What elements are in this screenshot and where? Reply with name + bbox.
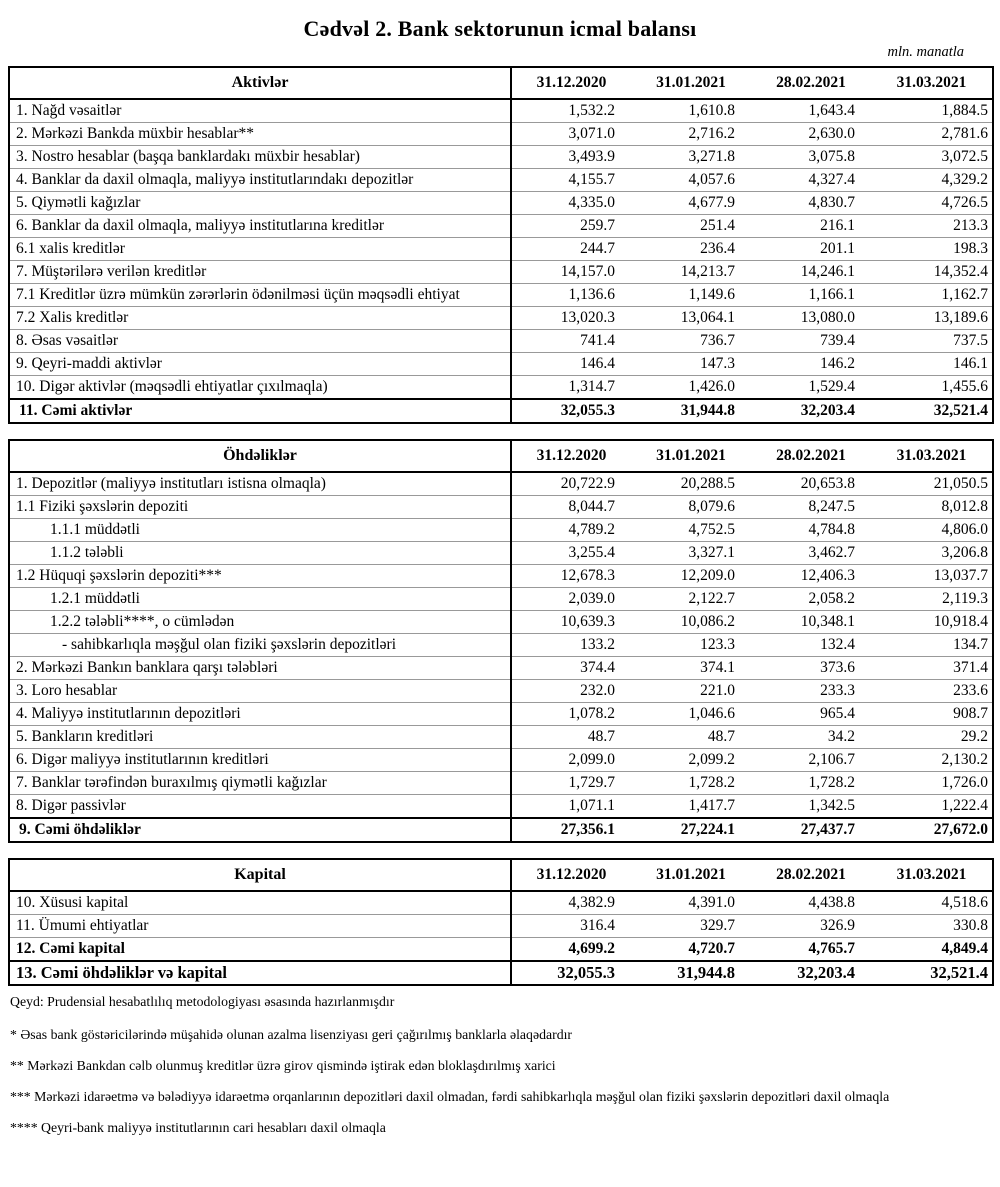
value-cell: 4,830.7 <box>751 192 871 215</box>
date-column-header: 31.12.2020 <box>511 67 631 99</box>
section-header-row <box>9 67 993 99</box>
table-row <box>9 519 993 542</box>
row-label: 8. Digər passivlər <box>9 795 511 819</box>
value-cell: 32,203.4 <box>751 961 871 985</box>
date-column-header: 31.03.2021 <box>871 67 993 99</box>
value-cell: 4,849.4 <box>871 938 993 962</box>
table-row <box>9 891 993 915</box>
value-cell: 123.3 <box>631 634 751 657</box>
section-header-row <box>9 859 993 891</box>
row-label: 1.1.1 müddətli <box>9 519 511 542</box>
value-cell: 13,064.1 <box>631 307 751 330</box>
table-row <box>9 261 993 284</box>
value-cell: 739.4 <box>751 330 871 353</box>
section-header-label: Kapital <box>9 859 511 891</box>
value-cell: 1,529.4 <box>751 376 871 400</box>
value-cell: 29.2 <box>871 726 993 749</box>
value-cell: 1,222.4 <box>871 795 993 819</box>
value-cell: 13,037.7 <box>871 565 993 588</box>
value-cell: 233.3 <box>751 680 871 703</box>
value-cell: 10,086.2 <box>631 611 751 634</box>
value-cell: 4,699.2 <box>511 938 631 962</box>
value-cell: 1,071.1 <box>511 795 631 819</box>
value-cell: 27,356.1 <box>511 818 631 842</box>
value-cell: 8,079.6 <box>631 496 751 519</box>
value-cell: 374.1 <box>631 657 751 680</box>
date-column-header: 31.12.2020 <box>511 440 631 472</box>
value-cell: 4,789.2 <box>511 519 631 542</box>
value-cell: 374.4 <box>511 657 631 680</box>
value-cell: 2,130.2 <box>871 749 993 772</box>
row-label: 8. Əsas vəsaitlər <box>9 330 511 353</box>
value-cell: 1,136.6 <box>511 284 631 307</box>
row-label: 3. Loro hesablar <box>9 680 511 703</box>
value-cell: 2,106.7 <box>751 749 871 772</box>
value-cell: 32,203.4 <box>751 399 871 423</box>
table-row <box>9 542 993 565</box>
page-title: Cədvəl 2. Bank sektorunun icmal balansı <box>303 16 697 41</box>
value-cell: 4,784.8 <box>751 519 871 542</box>
value-cell: 146.1 <box>871 353 993 376</box>
section-header-label: Aktivlər <box>9 67 511 99</box>
value-cell: 1,162.7 <box>871 284 993 307</box>
value-cell: 1,314.7 <box>511 376 631 400</box>
value-cell: 4,057.6 <box>631 169 751 192</box>
value-cell: 2,781.6 <box>871 123 993 146</box>
value-cell: 32,055.3 <box>511 961 631 985</box>
value-cell: 2,099.2 <box>631 749 751 772</box>
value-cell: 14,157.0 <box>511 261 631 284</box>
table-row <box>9 399 993 423</box>
value-cell: 27,437.7 <box>751 818 871 842</box>
row-label: 3. Nostro hesablar (başqa banklardakı müxbir hesablar) <box>9 146 511 169</box>
value-cell: 34.2 <box>751 726 871 749</box>
row-label: 10. Xüsusi kapital <box>9 891 511 915</box>
value-cell: 4,155.7 <box>511 169 631 192</box>
unit-note: mln. manatla <box>887 44 964 60</box>
value-cell: 8,012.8 <box>871 496 993 519</box>
table-row <box>9 238 993 261</box>
table-row <box>9 703 993 726</box>
row-label: 1. Nağd vəsaitlər <box>9 99 511 123</box>
table-row <box>9 284 993 307</box>
value-cell: 3,071.0 <box>511 123 631 146</box>
row-label: - sahibkarlıqla məşğul olan fiziki şəxslərin depozitləri <box>9 634 511 657</box>
value-cell: 13,189.6 <box>871 307 993 330</box>
table-row <box>9 726 993 749</box>
value-cell: 146.4 <box>511 353 631 376</box>
value-cell: 1,728.2 <box>631 772 751 795</box>
row-label: 11. Cəmi aktivlər <box>9 399 511 423</box>
value-cell: 20,722.9 <box>560 475 615 492</box>
value-cell: 741.4 <box>511 330 631 353</box>
value-cell: 236.4 <box>631 238 751 261</box>
value-cell: 8,044.7 <box>511 496 631 519</box>
value-cell: 20,288.5 <box>680 475 735 492</box>
value-cell: 737.5 <box>871 330 993 353</box>
value-cell: 10,348.1 <box>751 611 871 634</box>
row-label: 1.1.2 tələbli <box>9 542 511 565</box>
value-cell: 32,521.4 <box>871 399 993 423</box>
value-cell: 8,247.5 <box>751 496 871 519</box>
row-label: 5. Qiymətli kağızlar <box>9 192 511 215</box>
value-cell: 216.1 <box>751 215 871 238</box>
value-cell: 12,406.3 <box>751 565 871 588</box>
table-row <box>9 330 993 353</box>
value-cell: 736.7 <box>631 330 751 353</box>
value-cell: 4,518.6 <box>941 894 988 911</box>
footnote: * Əsas bank göstəricilərində müşahidə olunan azalma lisenziyası geri çağırılmış banklarla əlaqədardır <box>10 1027 573 1042</box>
value-cell: 12,209.0 <box>631 565 751 588</box>
balance-table-section-0 <box>8 66 994 424</box>
value-cell: 3,493.9 <box>511 146 631 169</box>
date-column-header: 31.03.2021 <box>871 440 993 472</box>
table-row <box>9 565 993 588</box>
value-cell: 1,166.1 <box>751 284 871 307</box>
table-row <box>9 938 993 962</box>
value-cell: 251.4 <box>631 215 751 238</box>
value-cell: 4,720.7 <box>631 938 751 962</box>
footnote: ** Mərkəzi Bankdan cəlb olunmuş kreditlər üzrə girov qismində iştirak edən bloklaşdırılmış xarici <box>10 1058 556 1073</box>
value-cell: 12,678.3 <box>511 565 631 588</box>
balance-table-section-1 <box>8 439 994 843</box>
value-cell: 4,438.8 <box>808 894 855 911</box>
footnotes <box>8 992 992 1138</box>
value-cell: 330.8 <box>871 915 993 938</box>
value-cell: 3,462.7 <box>751 542 871 565</box>
row-label: 1.1 Fiziki şəxslərin depoziti <box>9 496 511 519</box>
value-cell: 13,020.3 <box>511 307 631 330</box>
value-cell: 48.7 <box>631 726 751 749</box>
row-label: 11. Ümumi ehtiyatlar <box>9 915 511 938</box>
value-cell: 4,765.7 <box>751 938 871 962</box>
value-cell: 48.7 <box>511 726 631 749</box>
value-cell: 3,327.1 <box>631 542 751 565</box>
value-cell: 4,335.0 <box>511 192 631 215</box>
value-cell: 2,099.0 <box>511 749 631 772</box>
row-label: 6. Banklar da daxil olmaqla, maliyyə institutlarına kreditlər <box>9 215 511 238</box>
table-row <box>9 961 993 985</box>
section-header-label: Öhdəliklər <box>9 440 511 472</box>
value-cell: 14,246.1 <box>751 261 871 284</box>
value-cell: 233.6 <box>871 680 993 703</box>
value-cell: 32,521.4 <box>871 961 993 985</box>
date-column-header: 31.03.2021 <box>871 859 993 891</box>
row-label: 7.1 Kreditlər üzrə mümkün zərərlərin ödənilməsi üçün məqsədli ehtiyat <box>9 284 511 307</box>
value-cell: 14,213.7 <box>631 261 751 284</box>
row-label: 2. Mərkəzi Bankda müxbir hesablar** <box>9 123 511 146</box>
value-cell: 198.3 <box>871 238 993 261</box>
date-column-header: 28.02.2021 <box>751 859 871 891</box>
value-cell: 3,075.8 <box>751 146 871 169</box>
value-cell: 1,078.2 <box>511 703 631 726</box>
row-label: 5. Bankların kreditləri <box>9 726 511 749</box>
table-row <box>9 215 993 238</box>
value-cell: 1,726.0 <box>871 772 993 795</box>
value-cell: 4,382.9 <box>568 894 615 911</box>
value-cell: 2,716.2 <box>631 123 751 146</box>
table-row <box>9 772 993 795</box>
date-column-header: 28.02.2021 <box>751 67 871 99</box>
value-cell: 1,884.5 <box>941 102 988 119</box>
footnote: **** Qeyri-bank maliyyə institutlarının cari hesabları daxil olmaqla <box>10 1120 386 1135</box>
date-column-header: 31.01.2021 <box>631 440 751 472</box>
table-row <box>9 749 993 772</box>
value-cell: 244.7 <box>511 238 631 261</box>
value-cell: 371.4 <box>871 657 993 680</box>
row-label: 13. Cəmi öhdəliklər və kapital <box>9 961 511 985</box>
value-cell: 32,055.3 <box>511 399 631 423</box>
value-cell: 1,426.0 <box>631 376 751 400</box>
value-cell: 259.7 <box>511 215 631 238</box>
date-column-header: 31.01.2021 <box>631 67 751 99</box>
date-column-header: 31.01.2021 <box>631 859 751 891</box>
table-row <box>9 192 993 215</box>
value-cell: 2,119.3 <box>871 588 993 611</box>
value-cell: 31,944.8 <box>631 399 751 423</box>
table-row <box>9 472 993 496</box>
row-label: 12. Cəmi kapital <box>9 938 511 962</box>
row-label: 1.2.2 tələbli****, o cümlədən <box>9 611 511 634</box>
table-row <box>9 915 993 938</box>
value-cell: 2,058.2 <box>751 588 871 611</box>
table-row <box>9 146 993 169</box>
value-cell: 232.0 <box>511 680 631 703</box>
row-label: 7. Müştərilərə verilən kreditlər <box>9 261 511 284</box>
row-label: 10. Digər aktivlər (məqsədli ehtiyatlar çıxılmaqla) <box>9 376 511 400</box>
footnote: Qeyd: Prudensial hesabatlılıq metodologiyası əsasında hazırlanmışdır <box>10 994 395 1009</box>
table-row <box>9 123 993 146</box>
row-label: 6. Digər maliyyə institutlarının kreditləri <box>9 749 511 772</box>
table-row <box>9 657 993 680</box>
value-cell: 3,072.5 <box>871 146 993 169</box>
row-label: 2. Mərkəzi Bankın banklara qarşı tələbləri <box>9 657 511 680</box>
value-cell: 27,672.0 <box>871 818 993 842</box>
value-cell: 908.7 <box>871 703 993 726</box>
value-cell: 10,639.3 <box>511 611 631 634</box>
value-cell: 20,653.8 <box>800 475 855 492</box>
value-cell: 132.4 <box>751 634 871 657</box>
value-cell: 373.6 <box>751 657 871 680</box>
value-cell: 4,329.2 <box>871 169 993 192</box>
value-cell: 134.7 <box>871 634 993 657</box>
date-column-header: 31.12.2020 <box>511 859 631 891</box>
value-cell: 4,677.9 <box>631 192 751 215</box>
row-label: 1.2.1 müddətli <box>9 588 511 611</box>
row-label: 7.2 Xalis kreditlər <box>9 307 511 330</box>
value-cell: 4,391.0 <box>688 894 735 911</box>
balance-tables-container <box>8 66 992 986</box>
value-cell: 201.1 <box>751 238 871 261</box>
date-column-header: 28.02.2021 <box>751 440 871 472</box>
value-cell: 326.9 <box>751 915 871 938</box>
value-cell: 14,352.4 <box>871 261 993 284</box>
value-cell: 1,149.6 <box>631 284 751 307</box>
table-row <box>9 680 993 703</box>
value-cell: 965.4 <box>751 703 871 726</box>
footnote: *** Mərkəzi idarəetmə və bələdiyyə idarəetmə orqanlarının depozitləri daxil olmadan, fərdi sahibkarlıqla məşğul olan fiziki şəxslərin depozitləri daxil olmaqla <box>10 1089 890 1104</box>
value-cell: 3,255.4 <box>511 542 631 565</box>
value-cell: 213.3 <box>871 215 993 238</box>
table-row <box>9 353 993 376</box>
value-cell: 1,532.2 <box>568 102 615 119</box>
row-label: 7. Banklar tərəfindən buraxılmış qiymətli kağızlar <box>9 772 511 795</box>
value-cell: 1,643.4 <box>808 102 855 119</box>
row-label: 9. Cəmi öhdəliklər <box>9 818 511 842</box>
value-cell: 13,080.0 <box>751 307 871 330</box>
table-row <box>9 496 993 519</box>
value-cell: 329.7 <box>631 915 751 938</box>
value-cell: 1,342.5 <box>751 795 871 819</box>
value-cell: 316.4 <box>511 915 631 938</box>
table-row <box>9 588 993 611</box>
row-label: 4. Banklar da daxil olmaqla, maliyyə institutlarındakı depozitlər <box>9 169 511 192</box>
table-row <box>9 634 993 657</box>
section-header-row <box>9 440 993 472</box>
value-cell: 4,327.4 <box>751 169 871 192</box>
table-row <box>9 818 993 842</box>
row-label: 1. Depozitlər (maliyyə institutları istisna olmaqla) <box>9 472 511 496</box>
table-row <box>9 611 993 634</box>
value-cell: 4,806.0 <box>871 519 993 542</box>
table-row <box>9 169 993 192</box>
value-cell: 2,039.0 <box>511 588 631 611</box>
value-cell: 147.3 <box>631 353 751 376</box>
balance-table-section-2 <box>8 858 994 986</box>
value-cell: 4,752.5 <box>631 519 751 542</box>
value-cell: 3,206.8 <box>871 542 993 565</box>
value-cell: 1,046.6 <box>631 703 751 726</box>
row-label: 1.2 Hüquqi şəxslərin depoziti*** <box>9 565 511 588</box>
value-cell: 10,918.4 <box>871 611 993 634</box>
table-row <box>9 307 993 330</box>
value-cell: 4,726.5 <box>871 192 993 215</box>
value-cell: 1,610.8 <box>688 102 735 119</box>
table-row <box>9 376 993 400</box>
row-label: 6.1 xalis kreditlər <box>9 238 511 261</box>
value-cell: 1,417.7 <box>631 795 751 819</box>
value-cell: 1,728.2 <box>751 772 871 795</box>
value-cell: 31,944.8 <box>631 961 751 985</box>
table-row <box>9 99 993 123</box>
value-cell: 221.0 <box>631 680 751 703</box>
row-label: 4. Maliyyə institutlarının depozitləri <box>9 703 511 726</box>
value-cell: 133.2 <box>511 634 631 657</box>
value-cell: 2,630.0 <box>751 123 871 146</box>
value-cell: 27,224.1 <box>631 818 751 842</box>
row-label: 9. Qeyri-maddi aktivlər <box>9 353 511 376</box>
value-cell: 21,050.5 <box>933 475 988 492</box>
value-cell: 3,271.8 <box>631 146 751 169</box>
value-cell: 146.2 <box>751 353 871 376</box>
table-row <box>9 795 993 819</box>
value-cell: 2,122.7 <box>631 588 751 611</box>
value-cell: 1,729.7 <box>511 772 631 795</box>
value-cell: 1,455.6 <box>871 376 993 400</box>
